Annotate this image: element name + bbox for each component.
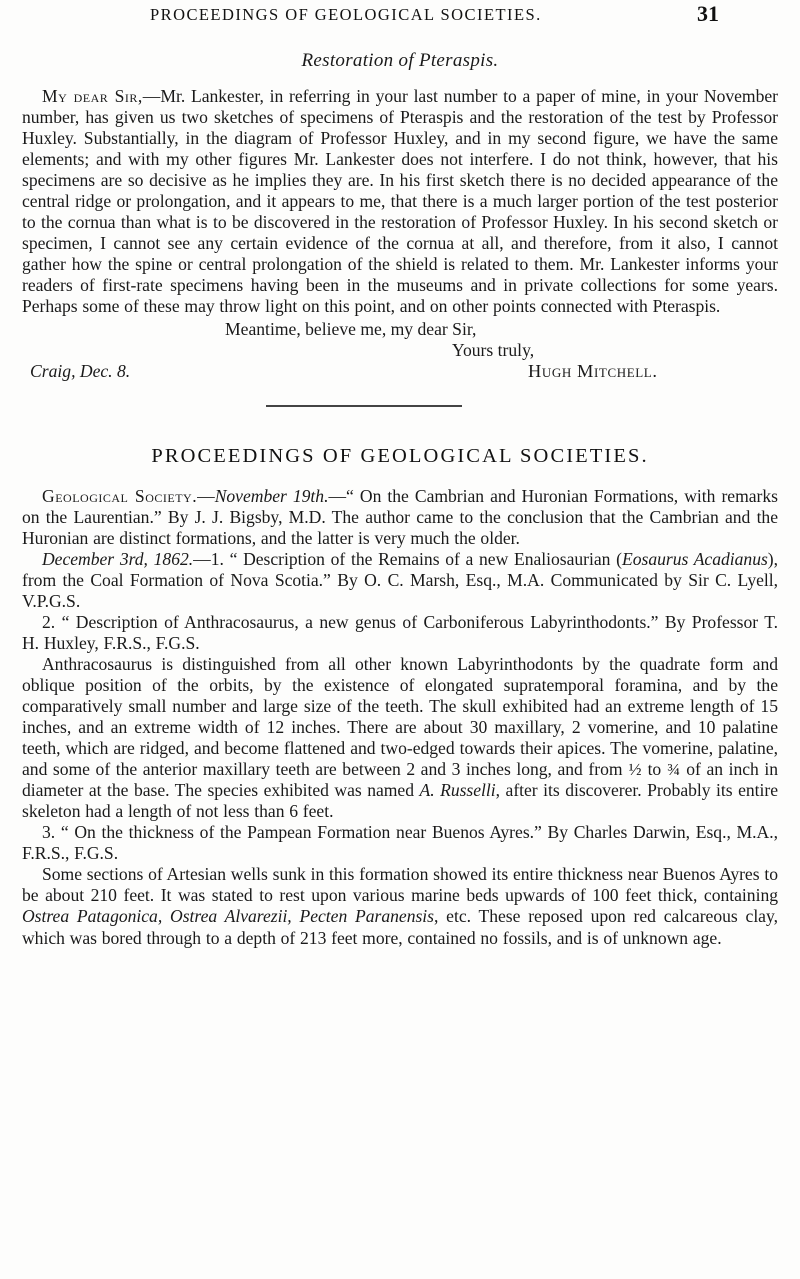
entry-text: “ Description of Anthracosaurus, a new genus of Carboniferous Labyrinthodonts.” By Professor T. H. Huxley, F.R.S., F.G.S. [22,611,778,653]
proceedings-entry-6 [22,864,778,948]
section-divider [266,405,462,407]
species-name: Eosaurus Acadianus [622,548,768,569]
section-divider-wrap [22,385,778,431]
fraction-one-half: ½ [628,760,642,780]
entry-date: November 19th. [214,485,329,506]
page-number: 31 [697,1,719,26]
society-name: Geological Society. [42,485,198,506]
species-name-list: Ostrea Patagonica, Ostrea Alvarezii, Pecten Paranensis [22,906,434,927]
entry-text-before-species: “ Description of the Remains of a new Enaliosaurian ( [223,548,622,569]
place-date: Craig, Dec. 8. [30,360,131,381]
closing-line-1: Meantime, believe me, my dear Sir, [225,318,477,339]
dash-before-date: — [197,485,215,506]
letter-closing [22,319,778,385]
entry-text-after-fractions: of an inch in diameter at the base. The species exhibited was named [22,759,779,801]
entry-text-before-fractions: Anthracosaurus is distinguished from all other known Labyrinthodonts by the quadrate form and oblique position of the orbits, by the existence of elongated supratemporal foramina, and by the comparatively small number and large size of the teeth. The skull exhibited had an extreme length of 15 inches, and an extreme width of 12 inches. There are about 30 maxillary, 2 vomerine, and 10 palatine teeth, which are ridged, and become flattened and two-edged towards their apices. The vomerine, palatine, and some of the anterior maxillary teeth are between 2 and 3 inches long, and from [22,653,778,780]
proceedings-entry-3 [22,612,778,654]
entry-item-number: 2. [42,611,56,632]
running-head [0,1,800,30]
letter-paragraph [22,86,778,318]
proceedings-entry-2 [22,549,778,612]
letter-body-text: —Mr. Lankester, in referring in your last number to a paper of mine, in your November number, has given us two sketches of specimens of Pteraspis and the restoration of the test by Professor Huxley. Substantially, in the diagram of Professor Huxley, and in my second figure, we have the same elements; and with my other figures Mr. Lankester does not interfere. I do not think, however, that his specimens are so decisive as he implies they are. In his first sketch there is no decided appearance of the central ridge or prolongation, and it appears to me, that there is a much larger portion of the test posterior to the cornua than what is to be discovered in the restoration of Professor Huxley. In his second sketch or specimen, I cannot see any certain evidence of the cornua at all, and therefore, from it also, I cannot gather how the spine or central prolongation of the shield is related to them. Mr. Lankester informs your readers of first-rate specimens having been in the museums and in private collections for some years. Perhaps some of these may throw light on this point, and on other points connected with Pteraspis. [22,86,778,317]
fraction-three-quarters: ¾ [667,760,681,780]
signature: Hugh Mitchell. [528,360,658,381]
entry-text-after-species: , etc. These reposed upon red calcareous clay, which was bored through to a depth of 213 feet more, contained no fossils, and is of unknown age. [22,906,778,948]
entry-text-tail: , after its discoverer. Probably its entire skeleton had a length of not less than 6 feet. [22,780,779,822]
entry-text: “ On the Cambrian and Huronian Formations, with remarks on the Laurentian.” By J. J. Bigsby, M.D. The author came to the conclusion that the Cambrian and the Huronian are distinct formations, and the latter is very much the older. [22,485,778,548]
entry-date: December 3rd, 1862. [42,548,194,569]
proceedings-entry-1 [22,486,778,549]
proceedings-entry-4 [22,654,778,822]
entry-text-after-species: ), from the Coal Formation of Nova Scotia.” By O. C. Marsh, Esq., M.A. Communicated by Sir C. Lyell, V.P.G.S. [22,548,779,611]
entry-item-number: 1. [210,548,224,569]
between-fractions: to [642,759,667,780]
text-column [22,44,778,949]
entry-text: “ On the thickness of the Pampean Formation near Buenos Ayres.” By Charles Darwin, Esq., M.A., F.R.S., F.G.S. [22,822,778,864]
dash-after-date: — [328,485,347,506]
species-name: A. Russelli [419,780,496,801]
closing-line-2: Yours truly, [452,339,535,360]
letter-salutation: My dear Sir, [42,86,143,106]
proceedings-entry-5 [22,822,778,864]
section-heading: PROCEEDINGS OF GEOLOGICAL SOCIETIES. [151,444,649,467]
dash-after-date: — [193,548,211,569]
article-title: Restoration of Pteraspis. [301,50,499,71]
running-head-title: PROCEEDINGS OF GEOLOGICAL SOCIETIES. [150,5,542,24]
entry-text-before-species: Some sections of Artesian wells sunk in this formation showed its entire thickness near Buenos Ayres to be about 210 feet. It was stated to rest upon various marine beds upwards of 100 feet thick, containing [22,864,778,906]
entry-item-number: 3. [42,822,56,843]
